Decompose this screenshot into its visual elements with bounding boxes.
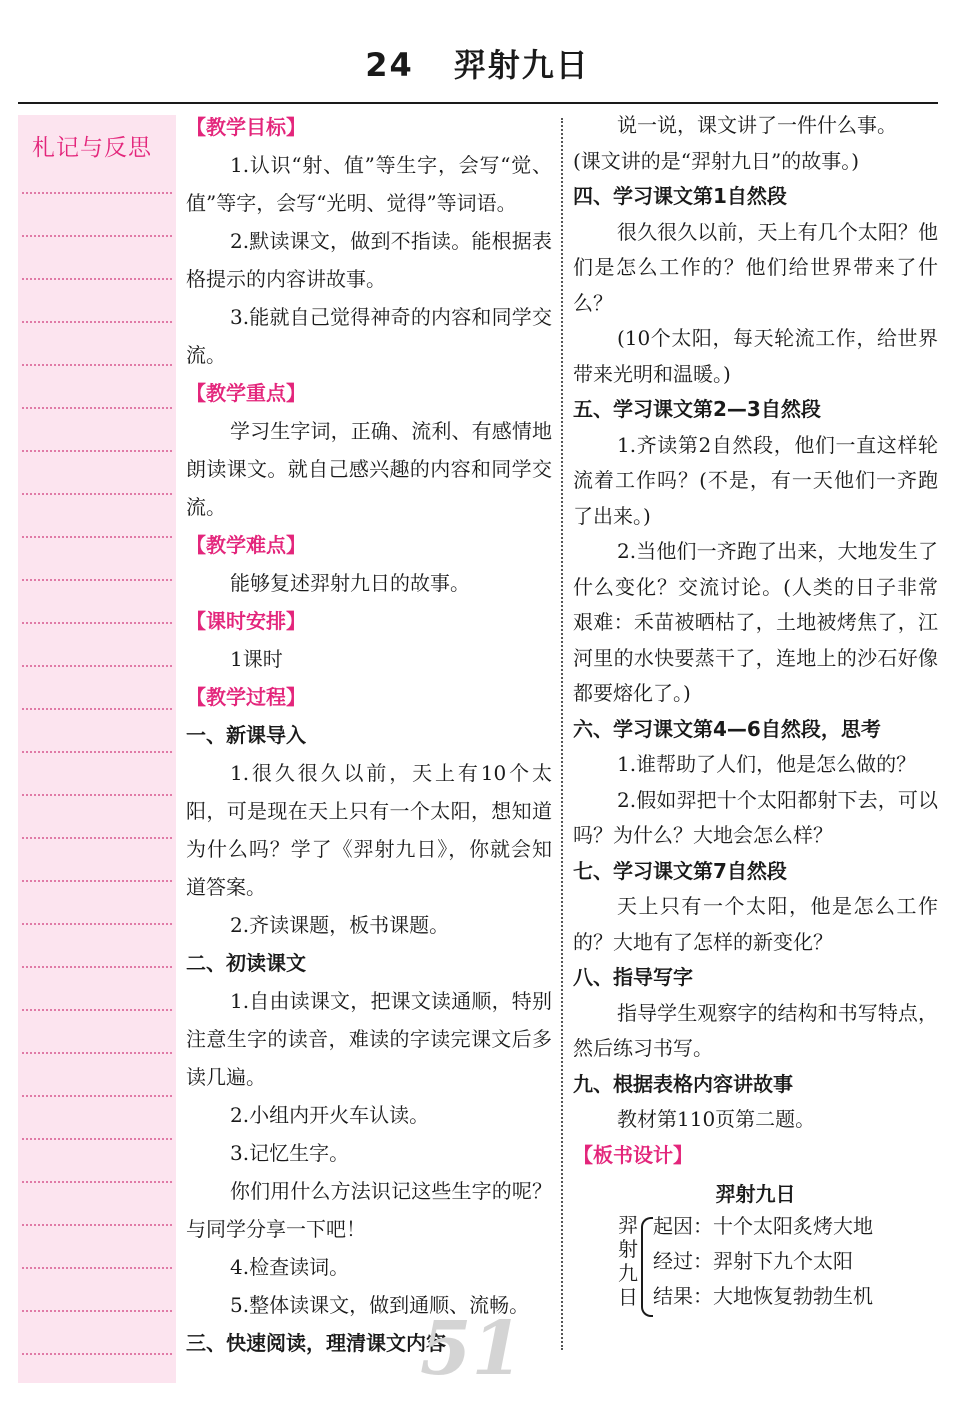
paragraph: 5.整体读课文，做到通顺、流畅。: [230, 1293, 530, 1317]
paragraph: 2.齐读课题，板书课题。: [230, 913, 450, 937]
board-design: [573, 1177, 938, 1323]
left-column: [186, 108, 552, 1362]
note-line: [22, 622, 172, 624]
goals-heading: 【教学目标】: [186, 115, 306, 139]
notes-sidebar: [18, 115, 176, 1383]
note-line: [22, 1181, 172, 1183]
sidebar-title: 札记与反思: [32, 135, 152, 161]
paragraph: 很久很久以前，天上有几个太阳？他们是怎么工作的？他们给世界带来了什么？: [573, 219, 938, 315]
paragraph: 1.自由读课文，把课文读通顺，特别注意生字的读音，难读的字读完课文后多读几遍。: [186, 989, 552, 1089]
page-number: 51: [420, 1306, 523, 1392]
section-title: 七、学习课文第7自然段: [573, 858, 787, 883]
board-items: [653, 1209, 873, 1314]
board-heading: 【板书设计】: [573, 1142, 693, 1167]
key-heading: 【教学重点】: [186, 381, 306, 405]
paragraph: 天上只有一个太阳，他是怎么工作的？大地有了怎样的新变化？: [573, 894, 938, 954]
note-line: [22, 794, 172, 796]
note-line: [22, 837, 172, 839]
paragraph: 3.记忆生字。: [230, 1141, 350, 1165]
brace: [641, 1217, 653, 1317]
paragraph: 2.小组内开火车认读。: [230, 1103, 430, 1127]
board-title: 羿射九日: [715, 1182, 796, 1206]
note-line: [22, 1353, 172, 1355]
paragraph: (10个太阳，每天轮流工作，给世界带来光明和温暖。): [573, 326, 938, 386]
note-line: [22, 923, 172, 925]
process-heading: 【教学过程】: [186, 685, 306, 709]
paragraph: 指导学生观察字的结构和书写特点，然后练习书写。: [573, 1000, 938, 1060]
note-line: [22, 536, 172, 538]
note-line: [22, 450, 172, 452]
schedule-text: 1课时: [230, 647, 283, 671]
note-line: [22, 1310, 172, 1312]
section-title: 一、新课导入: [186, 723, 306, 747]
board-side-label: [617, 1213, 639, 1309]
section-title: 九、根据表格内容讲故事: [573, 1071, 793, 1096]
column-divider: [561, 118, 563, 1350]
lesson-title: [0, 40, 955, 86]
header-rule: [18, 102, 938, 104]
note-line: [22, 407, 172, 409]
section-title: 二、初读课文: [186, 951, 306, 975]
note-line: [22, 966, 172, 968]
board-item: 经过：羿射下九个太阳: [653, 1248, 853, 1273]
right-column: [573, 108, 938, 1323]
difficult-text: 能够复述羿射九日的故事。: [230, 571, 470, 595]
paragraph: 2.当他们一齐跑了出来，大地发生了什么变化？交流讨论。(人类的日子非常艰难：禾苗被晒枯了，土地被烤焦了，江河里的水快要蒸干了，连地上的沙石好像都要熔化了。): [573, 539, 938, 705]
note-line: [22, 880, 172, 882]
note-line: [22, 493, 172, 495]
section-title: 四、学习课文第1自然段: [573, 184, 787, 208]
section-title: 五、学习课文第2—3自然段: [573, 397, 821, 421]
note-line: [22, 1009, 172, 1011]
difficult-heading: 【教学难点】: [186, 533, 306, 557]
note-line: [22, 579, 172, 581]
note-line: [22, 278, 172, 280]
paragraph: 说一说，课文讲了一件什么事。: [617, 113, 897, 137]
note-line: [22, 192, 172, 194]
note-line: [22, 751, 172, 753]
board-side-char: 羿: [618, 1212, 638, 1237]
paragraph: 你们用什么方法识记这些生字的呢？与同学分享一下吧！: [186, 1179, 552, 1241]
paragraph: 1.谁帮助了人们，他是怎么做的？: [617, 752, 917, 776]
board-item: 起因：十个太阳炙烤大地: [653, 1213, 873, 1238]
note-line: [22, 1052, 172, 1054]
board-side-char: 射: [618, 1236, 638, 1261]
paragraph: 1.齐读第2自然段，他们一直这样轮流着工作吗？(不是，有一天他们一齐跑了出来。): [573, 432, 938, 528]
note-line: [22, 708, 172, 710]
note-line: [22, 1224, 172, 1226]
note-line: [22, 1095, 172, 1097]
lesson-number: 24: [365, 46, 414, 84]
note-line: [22, 321, 172, 323]
paragraph: (课文讲的是“羿射九日”的故事。): [573, 148, 860, 173]
note-line: [22, 665, 172, 667]
paragraph: 1.很久很久以前，天上有10个太阳，可是现在天上只有一个太阳，想知道为什么吗？学了《羿射九日》，你就会知道答案。: [186, 761, 552, 899]
section-title: 八、指导写字: [573, 965, 693, 989]
board-side-char: 日: [618, 1284, 638, 1309]
key-text: 学习生字词，正确、流利、有感情地朗读课文。就自己感兴趣的内容和同学交流。: [186, 419, 552, 519]
lesson-name: 羿射九日: [453, 46, 590, 84]
schedule-heading: 【课时安排】: [186, 609, 306, 633]
note-line: [22, 1138, 172, 1140]
section-title: 三、快速阅读，理清课文内容: [186, 1331, 446, 1355]
paragraph: 2.假如羿把十个太阳都射下去，可以吗？为什么？大地会怎么样？: [573, 787, 938, 847]
note-line: [22, 235, 172, 237]
note-line: [22, 364, 172, 366]
goal-item: 3.能就自己觉得神奇的内容和同学交流。: [186, 305, 552, 367]
note-line: [22, 1267, 172, 1269]
goal-item: 2.默读课文，做到不指读。能根据表格提示的内容讲故事。: [186, 229, 552, 291]
board-side-char: 九: [618, 1260, 638, 1285]
board-item: 结果：大地恢复勃勃生机: [653, 1283, 873, 1308]
goal-item: 1.认识“射、值”等生字，会写“觉、值”等字，会写“光明、觉得”等词语。: [186, 153, 552, 215]
paragraph: 4.检查读词。: [230, 1255, 350, 1279]
paragraph: 教材第110页第二题。: [617, 1107, 816, 1131]
board-body: [617, 1213, 938, 1323]
section-title: 六、学习课文第4—6自然段，思考: [573, 716, 881, 741]
